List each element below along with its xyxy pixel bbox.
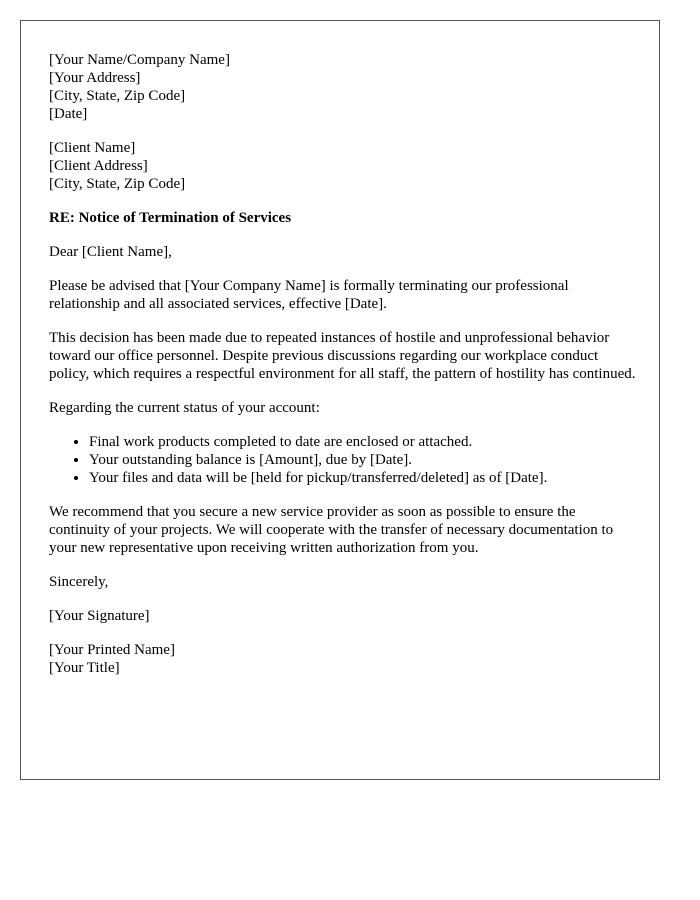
recipient-block xyxy=(49,139,639,193)
letter-body xyxy=(49,51,639,693)
paragraph-termination: Please be advised that [Your Company Name] is formally terminating our professional relationship and all associated services, effective [Date]. xyxy=(49,278,569,312)
sender-city-state-zip: [City, State, Zip Code] xyxy=(49,88,186,104)
salutation: Dear [Client Name], xyxy=(49,244,172,260)
recipient-address: [Client Address] xyxy=(49,158,148,174)
account-status-list xyxy=(49,433,639,487)
paragraph-reason: This decision has been made due to repeated instances of hostile and unprofessional behavior toward our office personnel. Despite previous discussions regarding our workplace conduct policy, which requires a respectful environment for all staff, the pattern of hostility has continued. xyxy=(49,330,636,382)
signer-block xyxy=(49,641,639,677)
list-item: • Your outstanding balance is [Amount], due by [Date]. xyxy=(89,451,639,469)
paragraph-account-status: Regarding the current status of your account: xyxy=(49,400,320,416)
sender-block xyxy=(49,51,639,123)
list-item: • Final work products completed to date are enclosed or attached. xyxy=(89,433,639,451)
signer-title: [Your Title] xyxy=(49,660,120,676)
paragraph-recommendation: We recommend that you secure a new service provider as soon as possible to ensure the continuity of your projects. We will cooperate with the transfer of necessary documentation to your new representative upon receiving written authorization from you. xyxy=(49,504,614,556)
letter-date: [Date] xyxy=(49,106,88,122)
sender-name: [Your Name/Company Name] xyxy=(49,52,230,68)
recipient-city-state-zip: [City, State, Zip Code] xyxy=(49,176,186,192)
sender-address: [Your Address] xyxy=(49,70,141,86)
subject-line: RE: Notice of Termination of Services xyxy=(49,210,292,226)
recipient-name: [Client Name] xyxy=(49,140,136,156)
printed-name: [Your Printed Name] xyxy=(49,642,175,658)
signature-line: [Your Signature] xyxy=(49,608,150,624)
valediction: Sincerely, xyxy=(49,574,109,590)
letter-page xyxy=(20,20,660,780)
list-item: • Your files and data will be [held for pickup/transferred/deleted] as of [Date]. xyxy=(89,469,639,487)
